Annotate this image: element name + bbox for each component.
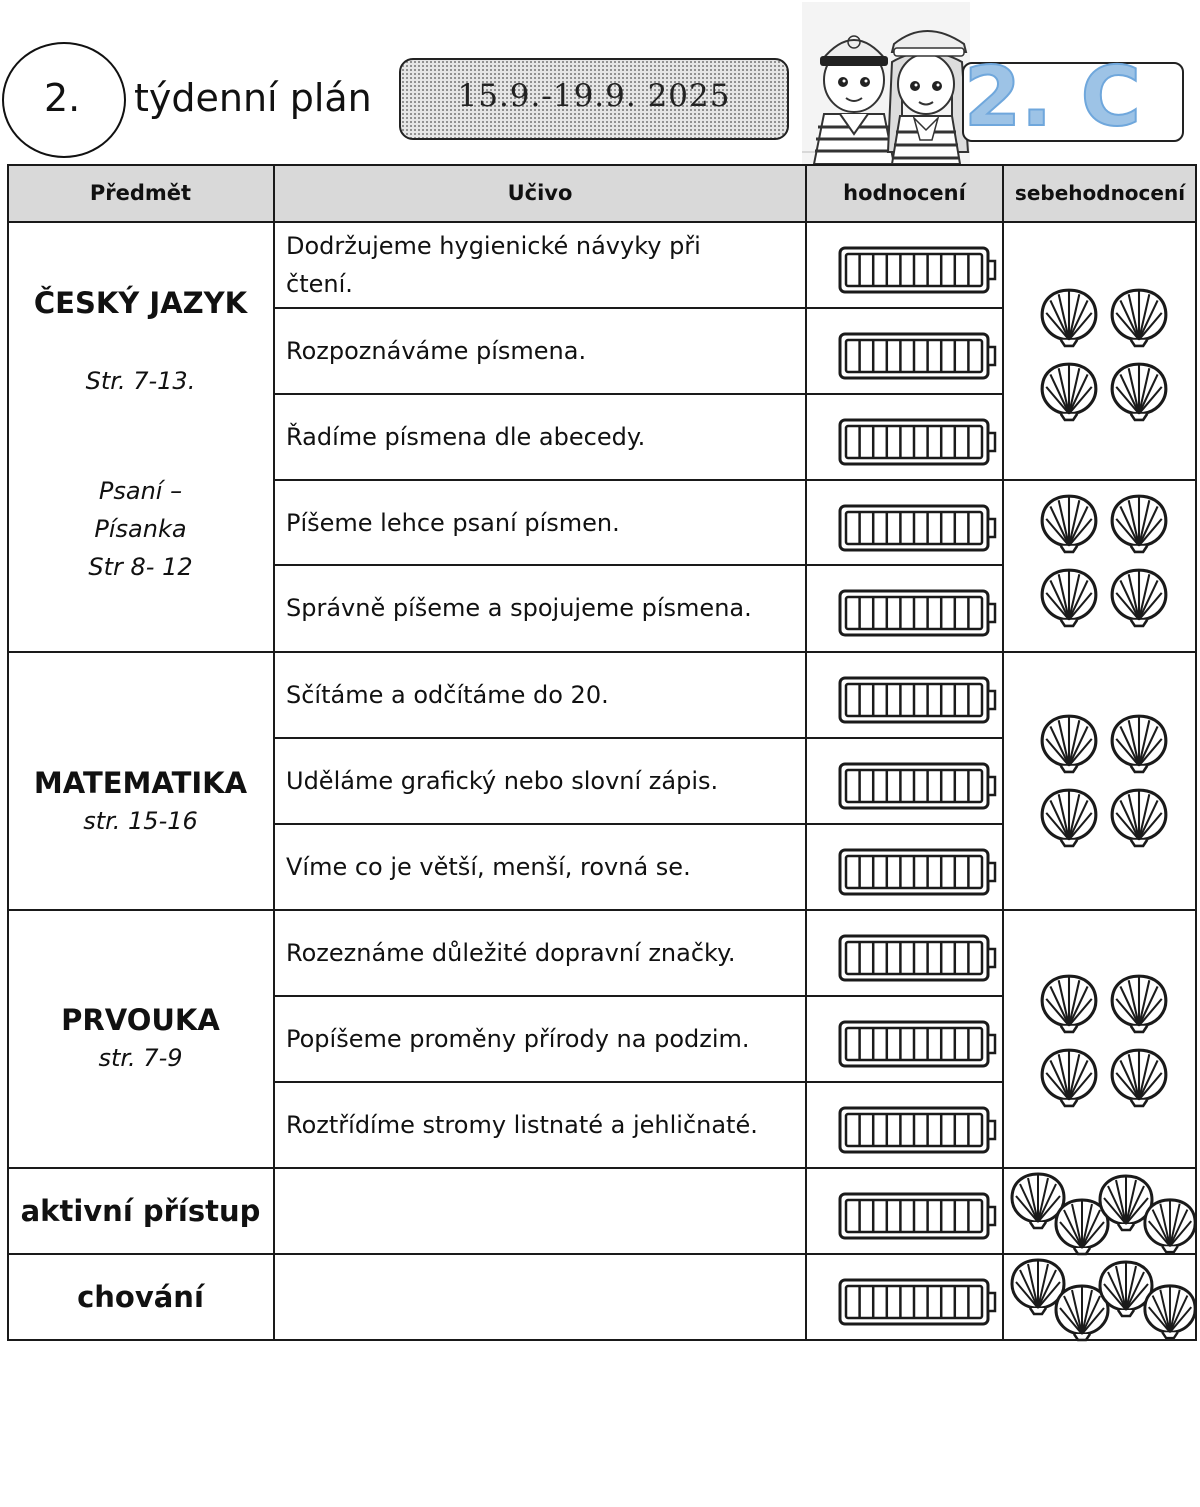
battery-icon <box>837 761 997 813</box>
subject-science-pages: str. 7-9 <box>98 1044 183 1072</box>
content-row <box>274 996 806 1082</box>
battery-icon <box>837 1019 997 1071</box>
content-row-text: Dodržujeme hygienické návyky při čtení. <box>286 232 701 298</box>
subject-czech-writing-1: Psaní – <box>98 477 183 505</box>
shell-icon <box>1141 1282 1199 1344</box>
subject-active <box>7 1168 274 1254</box>
battery-icon <box>837 417 997 469</box>
content-row-text: Uděláme grafický nebo slovní zápis. <box>286 767 719 795</box>
content-row <box>274 738 806 824</box>
shell-icon <box>1108 972 1170 1038</box>
battery-icon <box>837 331 997 383</box>
shell-icon <box>1038 1046 1100 1112</box>
shell-icon <box>1108 1046 1170 1112</box>
subject-math <box>7 764 274 840</box>
shell-icon <box>1038 360 1100 426</box>
content-row-text: Rozpoznáváme písmena. <box>286 337 587 365</box>
content-row <box>274 1082 806 1168</box>
class-name: 2. C <box>964 50 1141 145</box>
content-row-text: Píšeme lehce psaní písmen. <box>286 509 620 537</box>
shell-icon <box>1038 972 1100 1038</box>
weekly-plan-table <box>7 164 1197 1341</box>
content-row-text: Popíšeme proměny přírody na podzim. <box>286 1025 750 1053</box>
subject-czech-writing-3: Str 8- 12 <box>88 553 193 581</box>
header-assessment: hodnocení <box>843 181 966 205</box>
content-row <box>274 394 806 480</box>
content-row <box>274 308 806 394</box>
subject-behavior-name: chování <box>77 1280 204 1314</box>
shell-icon <box>1038 712 1100 778</box>
subject-czech-name: ČESKÝ JAZYK <box>33 286 248 320</box>
header-self-assessment: sebehodnocení <box>1014 181 1186 205</box>
shell-icon <box>1108 286 1170 352</box>
shell-icon <box>1108 566 1170 632</box>
shell-icon <box>1038 786 1100 852</box>
battery-icon <box>837 675 997 727</box>
header-subject: Předmět <box>89 181 192 205</box>
shell-icon <box>1108 360 1170 426</box>
week-number: 2. <box>44 76 81 120</box>
battery-icon <box>837 933 997 985</box>
subject-math-pages: str. 15-16 <box>83 807 198 835</box>
subject-science-name: PRVOUKA <box>61 1003 220 1037</box>
battery-icon <box>837 847 997 899</box>
content-row <box>274 480 806 566</box>
subject-czech-writing-2: Písanka <box>94 515 187 543</box>
battery-icon <box>837 588 997 640</box>
subject-czech-pages: Str. 7-13. <box>85 367 196 395</box>
content-row <box>274 652 806 738</box>
date-range: 15.9.-19.9. 2025 <box>457 78 731 114</box>
shell-icon <box>1108 786 1170 852</box>
shell-icon <box>1108 492 1170 558</box>
battery-icon <box>837 503 997 555</box>
battery-icon <box>837 1105 997 1157</box>
sailor-children-illustration <box>802 2 970 164</box>
content-row <box>274 910 806 996</box>
shell-icon <box>1038 492 1100 558</box>
subject-active-name: aktivní přístup <box>20 1194 261 1228</box>
content-row <box>274 1254 806 1340</box>
content-row-text: Řadíme písmena dle abecedy. <box>286 423 646 451</box>
shell-icon <box>1038 566 1100 632</box>
shell-icon <box>1038 286 1100 352</box>
subject-science <box>7 1001 274 1077</box>
battery-icon <box>837 1277 997 1329</box>
header-content: Učivo <box>507 181 573 205</box>
date-range-box <box>399 58 789 140</box>
content-row <box>274 824 806 910</box>
battery-icon <box>837 1191 997 1243</box>
content-row-text: Roztřídíme stromy listnaté a jehličnaté. <box>286 1111 758 1139</box>
content-row <box>274 1168 806 1254</box>
shell-icon <box>1108 712 1170 778</box>
content-row-text: Rozeznáme důležité dopravní značky. <box>286 939 736 967</box>
subject-behavior <box>7 1254 274 1340</box>
content-row-text: Víme co je větší, menší, rovná se. <box>286 853 691 881</box>
content-row-text: Správně píšeme a spojujeme písmena. <box>286 594 752 622</box>
shell-icon <box>1141 1196 1199 1258</box>
content-row <box>274 222 806 308</box>
plan-title: týdenní plán <box>134 76 372 120</box>
content-row-text: Sčítáme a odčítáme do 20. <box>286 681 609 709</box>
content-row <box>274 565 806 651</box>
battery-icon <box>837 245 997 297</box>
subject-math-name: MATEMATIKA <box>33 766 248 800</box>
subject-czech <box>7 284 274 586</box>
